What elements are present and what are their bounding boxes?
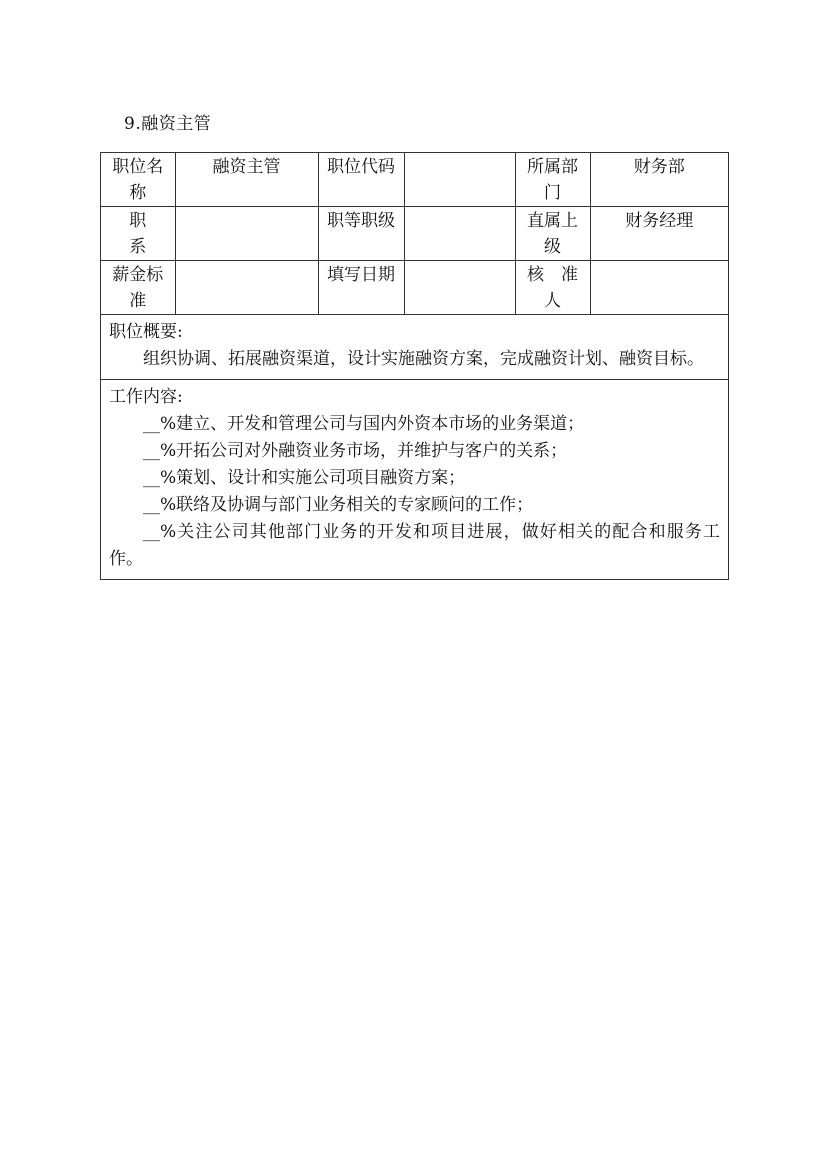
value-position-code <box>404 153 515 207</box>
label-position-name: 职位名称 <box>101 153 175 207</box>
label-position-code: 职位代码 <box>318 153 404 207</box>
value-department: 财务部 <box>590 153 728 207</box>
summary-text: 组织协调、拓展融资渠道，设计实施融资方案，完成融资计划、融资目标。 <box>143 349 704 369</box>
value-position-name: 融资主管 <box>175 153 318 207</box>
value-approver <box>590 261 728 315</box>
duty-item: __%关注公司其他部门业务的开发和项目进展，做好相关的配合和服务工作。 <box>109 522 720 569</box>
label-department: 所属部门 <box>515 153 590 207</box>
duties-section <box>101 379 728 579</box>
duties-title: 工作内容: <box>109 387 183 407</box>
label-supervisor: 直属上级 <box>515 207 590 261</box>
value-supervisor: 财务经理 <box>590 207 728 261</box>
table-row <box>101 261 728 315</box>
duty-item: __%联络及协调与部门业务相关的专家顾问的工作； <box>143 495 534 515</box>
duty-item: __%策划、设计和实施公司项目融资方案； <box>143 468 466 488</box>
summary-title: 职位概要: <box>109 322 183 342</box>
label-salary: 薪金标准 <box>101 261 175 315</box>
table-row <box>101 153 728 207</box>
label-fill-date: 填写日期 <box>318 261 404 315</box>
value-job-family <box>175 207 318 261</box>
section-heading: 9.融资主管 <box>124 114 212 134</box>
duty-item: __%开拓公司对外融资业务市场，并维护与客户的关系； <box>143 441 568 461</box>
value-fill-date <box>404 261 515 315</box>
job-info-table <box>101 153 728 314</box>
table-row <box>101 207 728 261</box>
value-grade <box>404 207 515 261</box>
label-grade: 职等职级 <box>318 207 404 261</box>
label-approver: 核 准人 <box>515 261 590 315</box>
label-job-family: 职 系 <box>101 207 175 261</box>
job-description-sheet <box>100 152 729 580</box>
value-salary <box>175 261 318 315</box>
summary-section <box>101 314 728 379</box>
duty-item: __%建立、开发和管理公司与国内外资本市场的业务渠道； <box>143 414 585 434</box>
